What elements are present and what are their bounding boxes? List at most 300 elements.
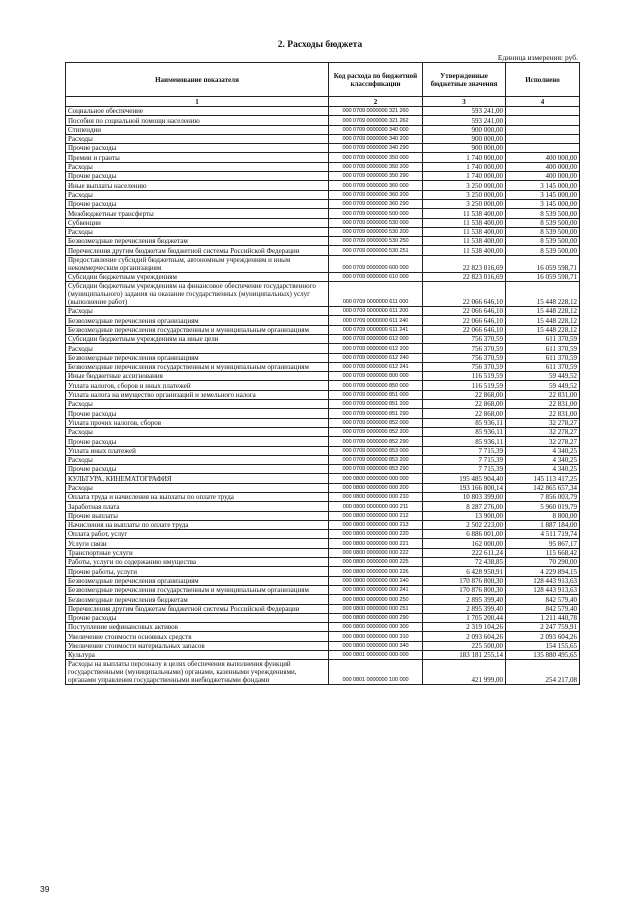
cell-name: Прочие расходы xyxy=(66,613,329,622)
table-row xyxy=(66,511,580,520)
table-row xyxy=(66,530,580,539)
cell-approved-value: 1 740 000,00 xyxy=(423,153,506,162)
cell-executed-value: 842 579,40 xyxy=(506,604,580,613)
table-row xyxy=(66,623,580,632)
cell-name: Безвозмездные перечисления организациям xyxy=(66,316,329,325)
table-row xyxy=(66,162,580,171)
cell-executed-value: 4 511 719,74 xyxy=(506,530,580,539)
cell-budget-code: 000 0709 0000000 360 200 xyxy=(329,190,423,199)
cell-executed-value: 115 668,42 xyxy=(506,548,580,557)
cell-executed-value: 15 448 228,12 xyxy=(506,282,580,307)
table-row xyxy=(66,255,580,272)
cell-name: Безвозмездные перечисления бюджетам xyxy=(66,595,329,604)
cell-approved-value: 222 611,24 xyxy=(423,548,506,557)
cell-approved-value: 1 740 000,00 xyxy=(423,172,506,181)
cell-name: Прочие расходы xyxy=(66,437,329,446)
cell-executed-value: 611 370,59 xyxy=(506,362,580,371)
cell-approved-value: 11 538 400,00 xyxy=(423,218,506,227)
cell-name: Социальное обеспечение xyxy=(66,107,329,116)
column-header-code: Код расхода по бюджетной классификации xyxy=(329,63,423,97)
cell-executed-value: 842 579,40 xyxy=(506,595,580,604)
cell-budget-code: 000 0709 0000000 360 290 xyxy=(329,199,423,208)
cell-approved-value: 170 876 800,30 xyxy=(423,576,506,585)
cell-budget-code: 000 0800 0000000 000 225 xyxy=(329,558,423,567)
cell-name: Предоставление субсидий бюджетным, автономным учреждениям и иным некоммерческим организациям xyxy=(66,255,329,272)
cell-name: Безвозмездные перечисления организациям xyxy=(66,353,329,362)
cell-approved-value: 72 438,85 xyxy=(423,558,506,567)
table-row xyxy=(66,539,580,548)
cell-approved-value: 22 823 016,69 xyxy=(423,255,506,272)
cell-budget-code: 000 0709 0000000 611 200 xyxy=(329,307,423,316)
cell-name: Прочие расходы xyxy=(66,465,329,474)
cell-budget-code: 000 0709 0000000 530 250 xyxy=(329,237,423,246)
cell-approved-value: 22 868,00 xyxy=(423,400,506,409)
cell-budget-code: 000 0709 0000000 530 251 xyxy=(329,246,423,255)
column-header-name: Наименование показателя xyxy=(66,63,329,97)
table-row xyxy=(66,172,580,181)
cell-budget-code: 000 0709 0000000 611 000 xyxy=(329,282,423,307)
table-row xyxy=(66,632,580,641)
cell-budget-code: 000 0800 0000000 000 220 xyxy=(329,530,423,539)
cell-budget-code: 000 0709 0000000 340 000 xyxy=(329,125,423,134)
cell-name: Услуги связи xyxy=(66,539,329,548)
cell-executed-value: 400 000,00 xyxy=(506,153,580,162)
cell-executed-value: 3 145 000,00 xyxy=(506,199,580,208)
cell-executed-value: 8 539 500,00 xyxy=(506,246,580,255)
cell-approved-value: 756 370,59 xyxy=(423,362,506,371)
cell-budget-code: 000 0709 0000000 611 240 xyxy=(329,316,423,325)
cell-budget-code: 000 0709 0000000 852 290 xyxy=(329,437,423,446)
cell-approved-value: 6 886 001,00 xyxy=(423,530,506,539)
table-row xyxy=(66,107,580,116)
table-row xyxy=(66,272,580,281)
cell-name: Стипендии xyxy=(66,125,329,134)
cell-name: Уплата налогов, сборов и иных платежей xyxy=(66,381,329,390)
cell-budget-code: 000 0709 0000000 612 241 xyxy=(329,362,423,371)
cell-approved-value: 1 705 200,44 xyxy=(423,613,506,622)
cell-approved-value: 2 895 399,40 xyxy=(423,604,506,613)
cell-name: Прочие работы, услуги xyxy=(66,567,329,576)
cell-name: Безвозмездные перечисления организациям xyxy=(66,576,329,585)
cell-approved-value: 2 093 604,26 xyxy=(423,632,506,641)
cell-executed-value: 145 113 417,25 xyxy=(506,474,580,483)
table-row xyxy=(66,400,580,409)
cell-approved-value: 7 715,39 xyxy=(423,446,506,455)
budget-expenses-table xyxy=(65,62,580,685)
cell-name: Безвозмездные перечисления государственным и муниципальным организациям xyxy=(66,362,329,371)
cell-name: Субсидии бюджетным учреждениям xyxy=(66,272,329,281)
table-row xyxy=(66,641,580,650)
cell-executed-value: 95 867,17 xyxy=(506,539,580,548)
cell-name: Перечисления другим бюджетам бюджетной системы Российской Федерации xyxy=(66,604,329,613)
table-row xyxy=(66,134,580,143)
cell-executed-value: 16 059 598,71 xyxy=(506,272,580,281)
cell-name: Оплата труда и начисления на выплаты по оплате труда xyxy=(66,492,329,501)
cell-executed-value: 3 145 000,00 xyxy=(506,190,580,199)
cell-executed-value: 1 887 184,00 xyxy=(506,520,580,529)
cell-budget-code: 000 0709 0000000 850 000 xyxy=(329,381,423,390)
column-header-executed: Исполнено xyxy=(506,63,580,97)
cell-name: Расходы xyxy=(66,400,329,409)
table-row xyxy=(66,465,580,474)
cell-name: Уплата иных платежей xyxy=(66,446,329,455)
table-row xyxy=(66,381,580,390)
table-row xyxy=(66,334,580,343)
cell-approved-value: 11 538 400,00 xyxy=(423,209,506,218)
column-number: 3 xyxy=(423,97,506,107)
cell-budget-code: 000 0800 0000000 000 213 xyxy=(329,520,423,529)
table-row xyxy=(66,548,580,557)
cell-budget-code: 000 0709 0000000 852 000 xyxy=(329,418,423,427)
cell-approved-value: 85 936,11 xyxy=(423,437,506,446)
cell-budget-code: 000 0709 0000000 360 000 xyxy=(329,181,423,190)
cell-name: Работы, услуги по содержанию имущества xyxy=(66,558,329,567)
table-row xyxy=(66,246,580,255)
cell-name: Оплата работ, услуг xyxy=(66,530,329,539)
cell-budget-code: 000 0800 0000000 000 222 xyxy=(329,548,423,557)
cell-name: Увеличение стоимости основных средств xyxy=(66,632,329,641)
cell-approved-value: 8 287 276,00 xyxy=(423,502,506,511)
cell-approved-value: 3 250 000,00 xyxy=(423,190,506,199)
cell-budget-code: 000 0800 0000000 000 290 xyxy=(329,613,423,622)
cell-budget-code: 000 0709 0000000 853 290 xyxy=(329,465,423,474)
cell-approved-value: 170 876 800,30 xyxy=(423,585,506,594)
cell-executed-value xyxy=(506,134,580,143)
cell-budget-code: 000 0800 0000000 000 250 xyxy=(329,595,423,604)
cell-name: Расходы xyxy=(66,162,329,171)
cell-approved-value: 85 936,11 xyxy=(423,427,506,436)
cell-name: Транспортные услуги xyxy=(66,548,329,557)
table-row xyxy=(66,181,580,190)
cell-budget-code: 000 0709 0000000 612 000 xyxy=(329,334,423,343)
cell-executed-value: 22 831,00 xyxy=(506,390,580,399)
cell-approved-value: 421 999,00 xyxy=(423,660,506,685)
column-number: 4 xyxy=(506,97,580,107)
cell-approved-value: 2 502 223,00 xyxy=(423,520,506,529)
table-row xyxy=(66,362,580,371)
table-row xyxy=(66,437,580,446)
cell-name: Прочие расходы xyxy=(66,199,329,208)
cell-executed-value: 8 800,00 xyxy=(506,511,580,520)
cell-budget-code: 000 0709 0000000 851 290 xyxy=(329,409,423,418)
cell-approved-value: 3 250 000,00 xyxy=(423,199,506,208)
cell-name: Премии и гранты xyxy=(66,153,329,162)
table-row xyxy=(66,576,580,585)
cell-name: Прочие расходы xyxy=(66,172,329,181)
cell-executed-value: 4 340,25 xyxy=(506,465,580,474)
cell-budget-code: 000 0709 0000000 530 200 xyxy=(329,227,423,236)
cell-budget-code: 000 0709 0000000 340 200 xyxy=(329,134,423,143)
cell-executed-value: 70 290,00 xyxy=(506,558,580,567)
cell-executed-value: 611 370,59 xyxy=(506,344,580,353)
cell-approved-value: 22 066 646,10 xyxy=(423,307,506,316)
cell-approved-value: 7 715,39 xyxy=(423,465,506,474)
table-row xyxy=(66,237,580,246)
table-row xyxy=(66,483,580,492)
cell-executed-value: 4 229 894,15 xyxy=(506,567,580,576)
cell-budget-code: 000 0800 0000000 000 300 xyxy=(329,623,423,632)
cell-executed-value: 611 370,59 xyxy=(506,353,580,362)
cell-name: Расходы xyxy=(66,344,329,353)
cell-name: Культура xyxy=(66,651,329,660)
table-row xyxy=(66,390,580,399)
cell-executed-value: 400 000,00 xyxy=(506,172,580,181)
cell-budget-code: 000 0800 0000000 000 240 xyxy=(329,576,423,585)
cell-budget-code: 000 0800 0000000 000 340 xyxy=(329,641,423,650)
cell-budget-code: 000 0800 0000000 000 241 xyxy=(329,585,423,594)
cell-approved-value: 22 066 646,10 xyxy=(423,316,506,325)
cell-approved-value: 22 868,00 xyxy=(423,390,506,399)
cell-budget-code: 000 0709 0000000 350 000 xyxy=(329,153,423,162)
cell-budget-code: 000 0709 0000000 611 241 xyxy=(329,325,423,334)
cell-name: Расходы xyxy=(66,307,329,316)
cell-approved-value: 756 370,59 xyxy=(423,353,506,362)
cell-executed-value: 135 880 495,65 xyxy=(506,651,580,660)
cell-budget-code: 000 0709 0000000 852 200 xyxy=(329,427,423,436)
cell-executed-value: 3 145 000,00 xyxy=(506,181,580,190)
cell-approved-value: 22 066 646,10 xyxy=(423,325,506,334)
cell-executed-value: 15 448 228,12 xyxy=(506,325,580,334)
cell-budget-code: 000 0800 0000000 000 210 xyxy=(329,492,423,501)
table-row xyxy=(66,218,580,227)
cell-name: Иные выплаты населению xyxy=(66,181,329,190)
cell-approved-value: 593 241,00 xyxy=(423,107,506,116)
table-row xyxy=(66,558,580,567)
cell-approved-value: 85 936,11 xyxy=(423,418,506,427)
table-row xyxy=(66,353,580,362)
cell-budget-code: 000 0709 0000000 612 200 xyxy=(329,344,423,353)
cell-approved-value: 11 538 400,00 xyxy=(423,237,506,246)
table-row xyxy=(66,418,580,427)
cell-executed-value: 15 448 228,12 xyxy=(506,316,580,325)
cell-name: Безвозмездные перечисления бюджетам xyxy=(66,237,329,246)
cell-approved-value: 11 538 400,00 xyxy=(423,246,506,255)
cell-budget-code: 000 0709 0000000 530 000 xyxy=(329,218,423,227)
cell-budget-code: 000 0709 0000000 853 200 xyxy=(329,455,423,464)
cell-executed-value: 22 831,00 xyxy=(506,400,580,409)
cell-approved-value: 13 900,00 xyxy=(423,511,506,520)
cell-approved-value: 10 803 399,00 xyxy=(423,492,506,501)
table-row xyxy=(66,372,580,381)
table-row xyxy=(66,474,580,483)
cell-executed-value xyxy=(506,125,580,134)
cell-executed-value: 5 960 019,79 xyxy=(506,502,580,511)
cell-budget-code: 000 0709 0000000 321 260 xyxy=(329,107,423,116)
cell-approved-value: 22 066 646,10 xyxy=(423,282,506,307)
table-row xyxy=(66,190,580,199)
table-row xyxy=(66,427,580,436)
cell-approved-value: 225 500,00 xyxy=(423,641,506,650)
cell-executed-value xyxy=(506,107,580,116)
cell-name: Расходы xyxy=(66,455,329,464)
cell-approved-value: 183 181 255,14 xyxy=(423,651,506,660)
cell-name: Начисления на выплаты по оплате труда xyxy=(66,520,329,529)
cell-name: Безвозмездные перечисления государственным и муниципальным организациям xyxy=(66,325,329,334)
cell-approved-value: 2 895 399,40 xyxy=(423,595,506,604)
table-row xyxy=(66,316,580,325)
table-row xyxy=(66,492,580,501)
cell-budget-code: 000 0800 0000000 000 221 xyxy=(329,539,423,548)
cell-executed-value: 32 278,27 xyxy=(506,427,580,436)
table-row xyxy=(66,199,580,208)
cell-approved-value: 116 519,59 xyxy=(423,381,506,390)
cell-budget-code: 000 0800 0000000 000 211 xyxy=(329,502,423,511)
cell-approved-value: 193 166 800,14 xyxy=(423,483,506,492)
page-number: 39 xyxy=(40,884,50,894)
table-row xyxy=(66,502,580,511)
cell-executed-value: 32 278,27 xyxy=(506,437,580,446)
cell-approved-value: 22 868,00 xyxy=(423,409,506,418)
table-row xyxy=(66,307,580,316)
cell-approved-value: 900 000,00 xyxy=(423,144,506,153)
cell-approved-value: 756 370,59 xyxy=(423,344,506,353)
table-row xyxy=(66,344,580,353)
cell-name: Заработная плата xyxy=(66,502,329,511)
cell-approved-value: 756 370,59 xyxy=(423,334,506,343)
table-row xyxy=(66,455,580,464)
cell-name: Субсидии бюджетным учреждениям на финансовое обеспечение государственного (муниципального) задания на оказание государственных (муниципальных) услуг (выполнение работ) xyxy=(66,282,329,307)
table-row xyxy=(66,116,580,125)
table-row xyxy=(66,325,580,334)
cell-budget-code: 000 0709 0000000 350 290 xyxy=(329,172,423,181)
table-row xyxy=(66,585,580,594)
cell-budget-code: 000 0800 0000000 000 251 xyxy=(329,604,423,613)
cell-budget-code: 000 0800 0000000 000 200 xyxy=(329,483,423,492)
cell-budget-code: 000 0709 0000000 610 000 xyxy=(329,272,423,281)
table-row xyxy=(66,209,580,218)
cell-executed-value: 59 449,52 xyxy=(506,372,580,381)
cell-approved-value: 1 740 000,00 xyxy=(423,162,506,171)
cell-approved-value: 900 000,00 xyxy=(423,134,506,143)
cell-executed-value xyxy=(506,116,580,125)
cell-budget-code: 000 0709 0000000 500 000 xyxy=(329,209,423,218)
cell-approved-value: 900 000,00 xyxy=(423,125,506,134)
cell-budget-code: 000 0709 0000000 851 200 xyxy=(329,400,423,409)
cell-name: Прочие выплаты xyxy=(66,511,329,520)
table-row xyxy=(66,125,580,134)
section-title: 2. Расходы бюджета xyxy=(277,40,363,50)
cell-approved-value: 7 715,39 xyxy=(423,455,506,464)
cell-name: Прочие расходы xyxy=(66,409,329,418)
table-body xyxy=(66,107,580,685)
cell-budget-code: 000 0709 0000000 340 290 xyxy=(329,144,423,153)
table-row xyxy=(66,409,580,418)
cell-name: Расходы xyxy=(66,190,329,199)
cell-approved-value: 3 250 000,00 xyxy=(423,181,506,190)
cell-approved-value: 116 519,59 xyxy=(423,372,506,381)
cell-budget-code: 000 0801 0000000 100 000 xyxy=(329,660,423,685)
cell-name: Межбюджетные трансферты xyxy=(66,209,329,218)
cell-approved-value: 22 823 016,69 xyxy=(423,272,506,281)
cell-executed-value: 8 539 500,00 xyxy=(506,227,580,236)
cell-name: Уплата прочих налогов, сборов xyxy=(66,418,329,427)
cell-name: Поступление нефинансовых активов xyxy=(66,623,329,632)
cell-executed-value xyxy=(506,144,580,153)
cell-name: Уплата налога на имущество организаций и земельного налога xyxy=(66,390,329,399)
cell-executed-value: 4 340,25 xyxy=(506,455,580,464)
cell-approved-value: 2 319 104,26 xyxy=(423,623,506,632)
cell-approved-value: 6 428 950,91 xyxy=(423,567,506,576)
cell-approved-value: 11 538 400,00 xyxy=(423,227,506,236)
table-row xyxy=(66,651,580,660)
cell-approved-value: 162 000,00 xyxy=(423,539,506,548)
cell-name: Расходы на выплаты персоналу в целях обеспечения выполнения функций государственными (муниципальными) органами, казенными учреждениями, органами управления государственными внебюджетными фондами xyxy=(66,660,329,685)
cell-budget-code: 000 0709 0000000 851 000 xyxy=(329,390,423,399)
cell-name: Увеличение стоимости материальных запасов xyxy=(66,641,329,650)
cell-name: Расходы xyxy=(66,483,329,492)
cell-name: Пособия по социальной помощи населению xyxy=(66,116,329,125)
table-row xyxy=(66,153,580,162)
cell-executed-value: 8 539 500,00 xyxy=(506,218,580,227)
cell-budget-code: 000 0709 0000000 350 200 xyxy=(329,162,423,171)
cell-executed-value: 8 539 500,00 xyxy=(506,237,580,246)
cell-executed-value: 22 831,00 xyxy=(506,409,580,418)
cell-executed-value: 8 539 500,00 xyxy=(506,209,580,218)
cell-executed-value: 32 278,27 xyxy=(506,418,580,427)
unit-of-measure-note: Единица измерения: руб. xyxy=(497,53,578,62)
cell-executed-value: 128 443 913,63 xyxy=(506,576,580,585)
cell-approved-value: 593 241,00 xyxy=(423,116,506,125)
column-number: 2 xyxy=(329,97,423,107)
cell-executed-value: 128 443 913,63 xyxy=(506,585,580,594)
table-row xyxy=(66,282,580,307)
table-row xyxy=(66,520,580,529)
cell-budget-code: 000 0800 0000000 000 226 xyxy=(329,567,423,576)
table-row xyxy=(66,595,580,604)
table-row xyxy=(66,144,580,153)
cell-name: Безвозмездные перечисления государственным и муниципальным организациям xyxy=(66,585,329,594)
column-number: 1 xyxy=(66,97,329,107)
cell-name: Расходы xyxy=(66,134,329,143)
column-header-approved: Утвержденные бюджетные значения xyxy=(423,63,506,97)
cell-executed-value: 15 448 228,12 xyxy=(506,307,580,316)
cell-budget-code: 000 0709 0000000 600 000 xyxy=(329,255,423,272)
cell-executed-value: 2 247 759,91 xyxy=(506,623,580,632)
table-row xyxy=(66,567,580,576)
cell-name: Расходы xyxy=(66,227,329,236)
cell-executed-value: 16 059 598,71 xyxy=(506,255,580,272)
table-row xyxy=(66,613,580,622)
cell-budget-code: 000 0709 0000000 800 000 xyxy=(329,372,423,381)
cell-executed-value: 7 856 003,79 xyxy=(506,492,580,501)
cell-budget-code: 000 0709 0000000 321 262 xyxy=(329,116,423,125)
cell-budget-code: 000 0801 0000000 000 000 xyxy=(329,651,423,660)
cell-budget-code: 000 0800 0000000 000 310 xyxy=(329,632,423,641)
cell-name: Субвенции xyxy=(66,218,329,227)
cell-name: Субсидии бюджетным учреждениям на иные цели xyxy=(66,334,329,343)
cell-name: КУЛЬТУРА, КИНЕМАТОГРАФИЯ xyxy=(66,474,329,483)
cell-name: Прочие расходы xyxy=(66,144,329,153)
table-row xyxy=(66,660,580,685)
table-row xyxy=(66,227,580,236)
cell-executed-value: 59 449,52 xyxy=(506,381,580,390)
cell-budget-code: 000 0709 0000000 612 240 xyxy=(329,353,423,362)
cell-budget-code: 000 0800 0000000 000 000 xyxy=(329,474,423,483)
cell-executed-value: 4 340,25 xyxy=(506,446,580,455)
cell-approved-value: 195 485 904,40 xyxy=(423,474,506,483)
cell-budget-code: 000 0709 0000000 853 000 xyxy=(329,446,423,455)
table-row xyxy=(66,446,580,455)
table-row xyxy=(66,604,580,613)
cell-executed-value: 400 000,00 xyxy=(506,162,580,171)
cell-executed-value: 142 865 657,34 xyxy=(506,483,580,492)
cell-name: Иные бюджетные ассигнования xyxy=(66,372,329,381)
cell-budget-code: 000 0800 0000000 000 212 xyxy=(329,511,423,520)
cell-executed-value: 611 370,59 xyxy=(506,334,580,343)
cell-name: Расходы xyxy=(66,427,329,436)
cell-executed-value: 254 217,08 xyxy=(506,660,580,685)
cell-executed-value: 2 093 604,26 xyxy=(506,632,580,641)
